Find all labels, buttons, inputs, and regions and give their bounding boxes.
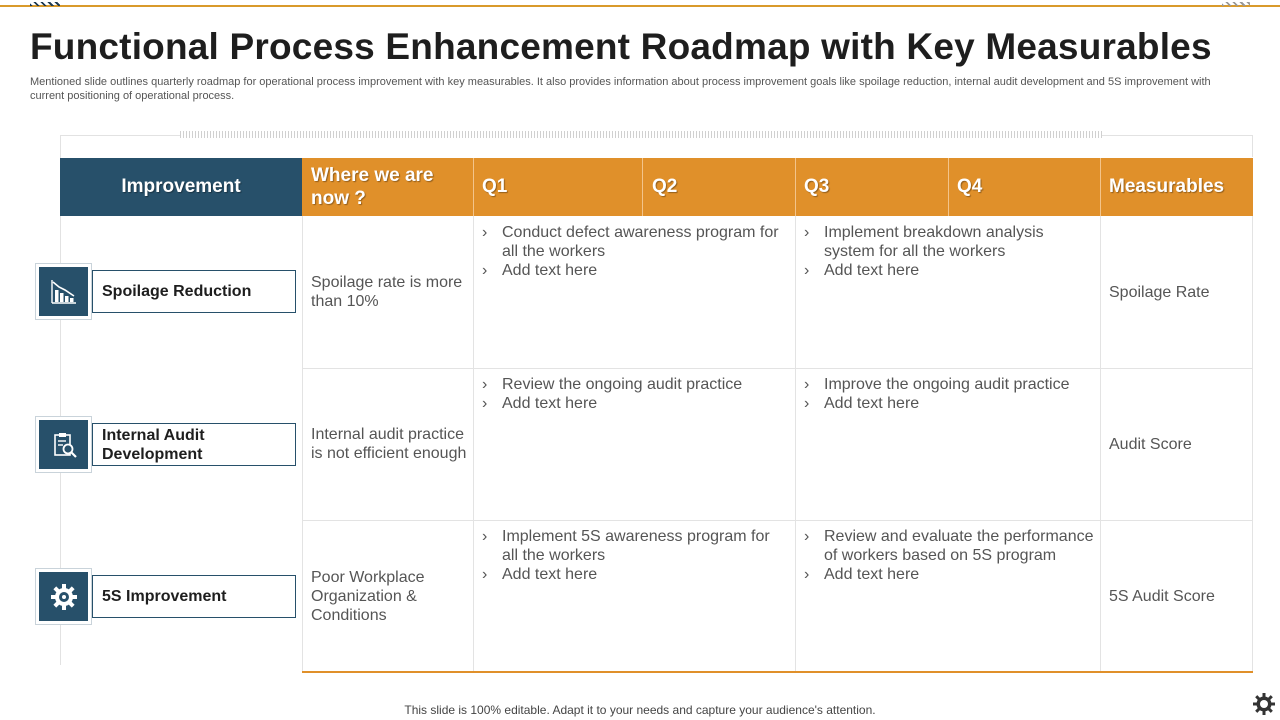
cell-measurable: 5S Audit Score [1109, 587, 1215, 605]
frame-right-border [1252, 135, 1253, 157]
header-q4: Q4 [948, 158, 1100, 216]
cell-q1-q2 [482, 223, 787, 280]
list-item: › Add text here [482, 565, 787, 584]
header-where-we-are-now: Where we are now ? [302, 158, 473, 216]
bar-chart-decline-icon [49, 277, 79, 307]
row-icon-frame [35, 568, 92, 625]
list-item: › Add text here [804, 394, 1094, 413]
page-subtitle: Mentioned slide outlines quarterly roadmap for operational process improvement with key measurables. It also provides information about process improvement goals like spoilage reduction, internal audit development and 5S improvement with current positioning of operational process. [30, 76, 1211, 102]
cell-now: Internal audit practice is not efficient enough [311, 426, 467, 462]
list-item: › Improve the ongoing audit practice [804, 375, 1094, 394]
header-divider [1100, 158, 1101, 216]
settings-gear-icon[interactable] [1252, 692, 1276, 716]
row-label-spoilage-reduction: Spoilage Reduction [92, 270, 296, 313]
cell-q3-q4 [804, 375, 1094, 413]
grid-line [1100, 216, 1101, 672]
cell-q1-q2 [482, 375, 787, 413]
header-divider [795, 158, 796, 216]
decorative-marks-left [30, 2, 60, 6]
gear-icon [49, 582, 79, 612]
list-item: › Conduct defect awareness program for all the workers [482, 223, 787, 261]
cell-q1-q2 [482, 527, 787, 584]
header-divider [948, 158, 949, 216]
row-icon-frame [35, 416, 92, 473]
list-item: › Add text here [482, 394, 787, 413]
list-item: › Implement breakdown analysis system for all the workers [804, 223, 1094, 261]
decorative-ruler [180, 131, 1102, 138]
row-icon-frame [35, 263, 92, 320]
header-divider [642, 158, 643, 216]
top-accent-line [0, 5, 1280, 7]
header-measurables: Measurables [1100, 158, 1253, 216]
list-item: › Review the ongoing audit practice [482, 375, 787, 394]
cell-now: Spoilage rate is more than 10% [311, 274, 463, 310]
row-label-internal-audit: Internal Audit Development [92, 423, 296, 466]
cell-q3-q4 [804, 527, 1094, 584]
list-item: › Implement 5S awareness program for all the workers [482, 527, 787, 565]
cell-measurable: Audit Score [1109, 435, 1192, 453]
list-item: › Add text here [804, 261, 1094, 280]
grid-line [302, 216, 303, 672]
row-label-5s-improvement: 5S Improvement [92, 575, 296, 618]
grid-line [473, 216, 474, 672]
header-q1: Q1 [473, 158, 642, 216]
list-item: › Add text here [804, 565, 1094, 584]
header-q2: Q2 [642, 158, 795, 216]
page-title: Functional Process Enhancement Roadmap with Key Measurables [30, 26, 1212, 67]
header-divider [473, 158, 474, 216]
cell-q3-q4 [804, 223, 1094, 280]
header-improvement: Improvement [60, 158, 302, 216]
grid-line [795, 216, 796, 672]
cell-now: Poor Workplace Organization & Conditions [311, 568, 425, 624]
grid-line [1252, 216, 1253, 672]
clipboard-search-icon [49, 430, 79, 460]
cell-measurable: Spoilage Rate [1109, 283, 1210, 301]
list-item: › Add text here [482, 261, 787, 280]
decorative-marks-right [1222, 2, 1250, 6]
list-item: › Review and evaluate the performance of workers based on 5S program [804, 527, 1094, 565]
header-q3: Q3 [795, 158, 948, 216]
footer-note: This slide is 100% editable. Adapt it to your needs and capture your audience's attention. [404, 703, 876, 717]
